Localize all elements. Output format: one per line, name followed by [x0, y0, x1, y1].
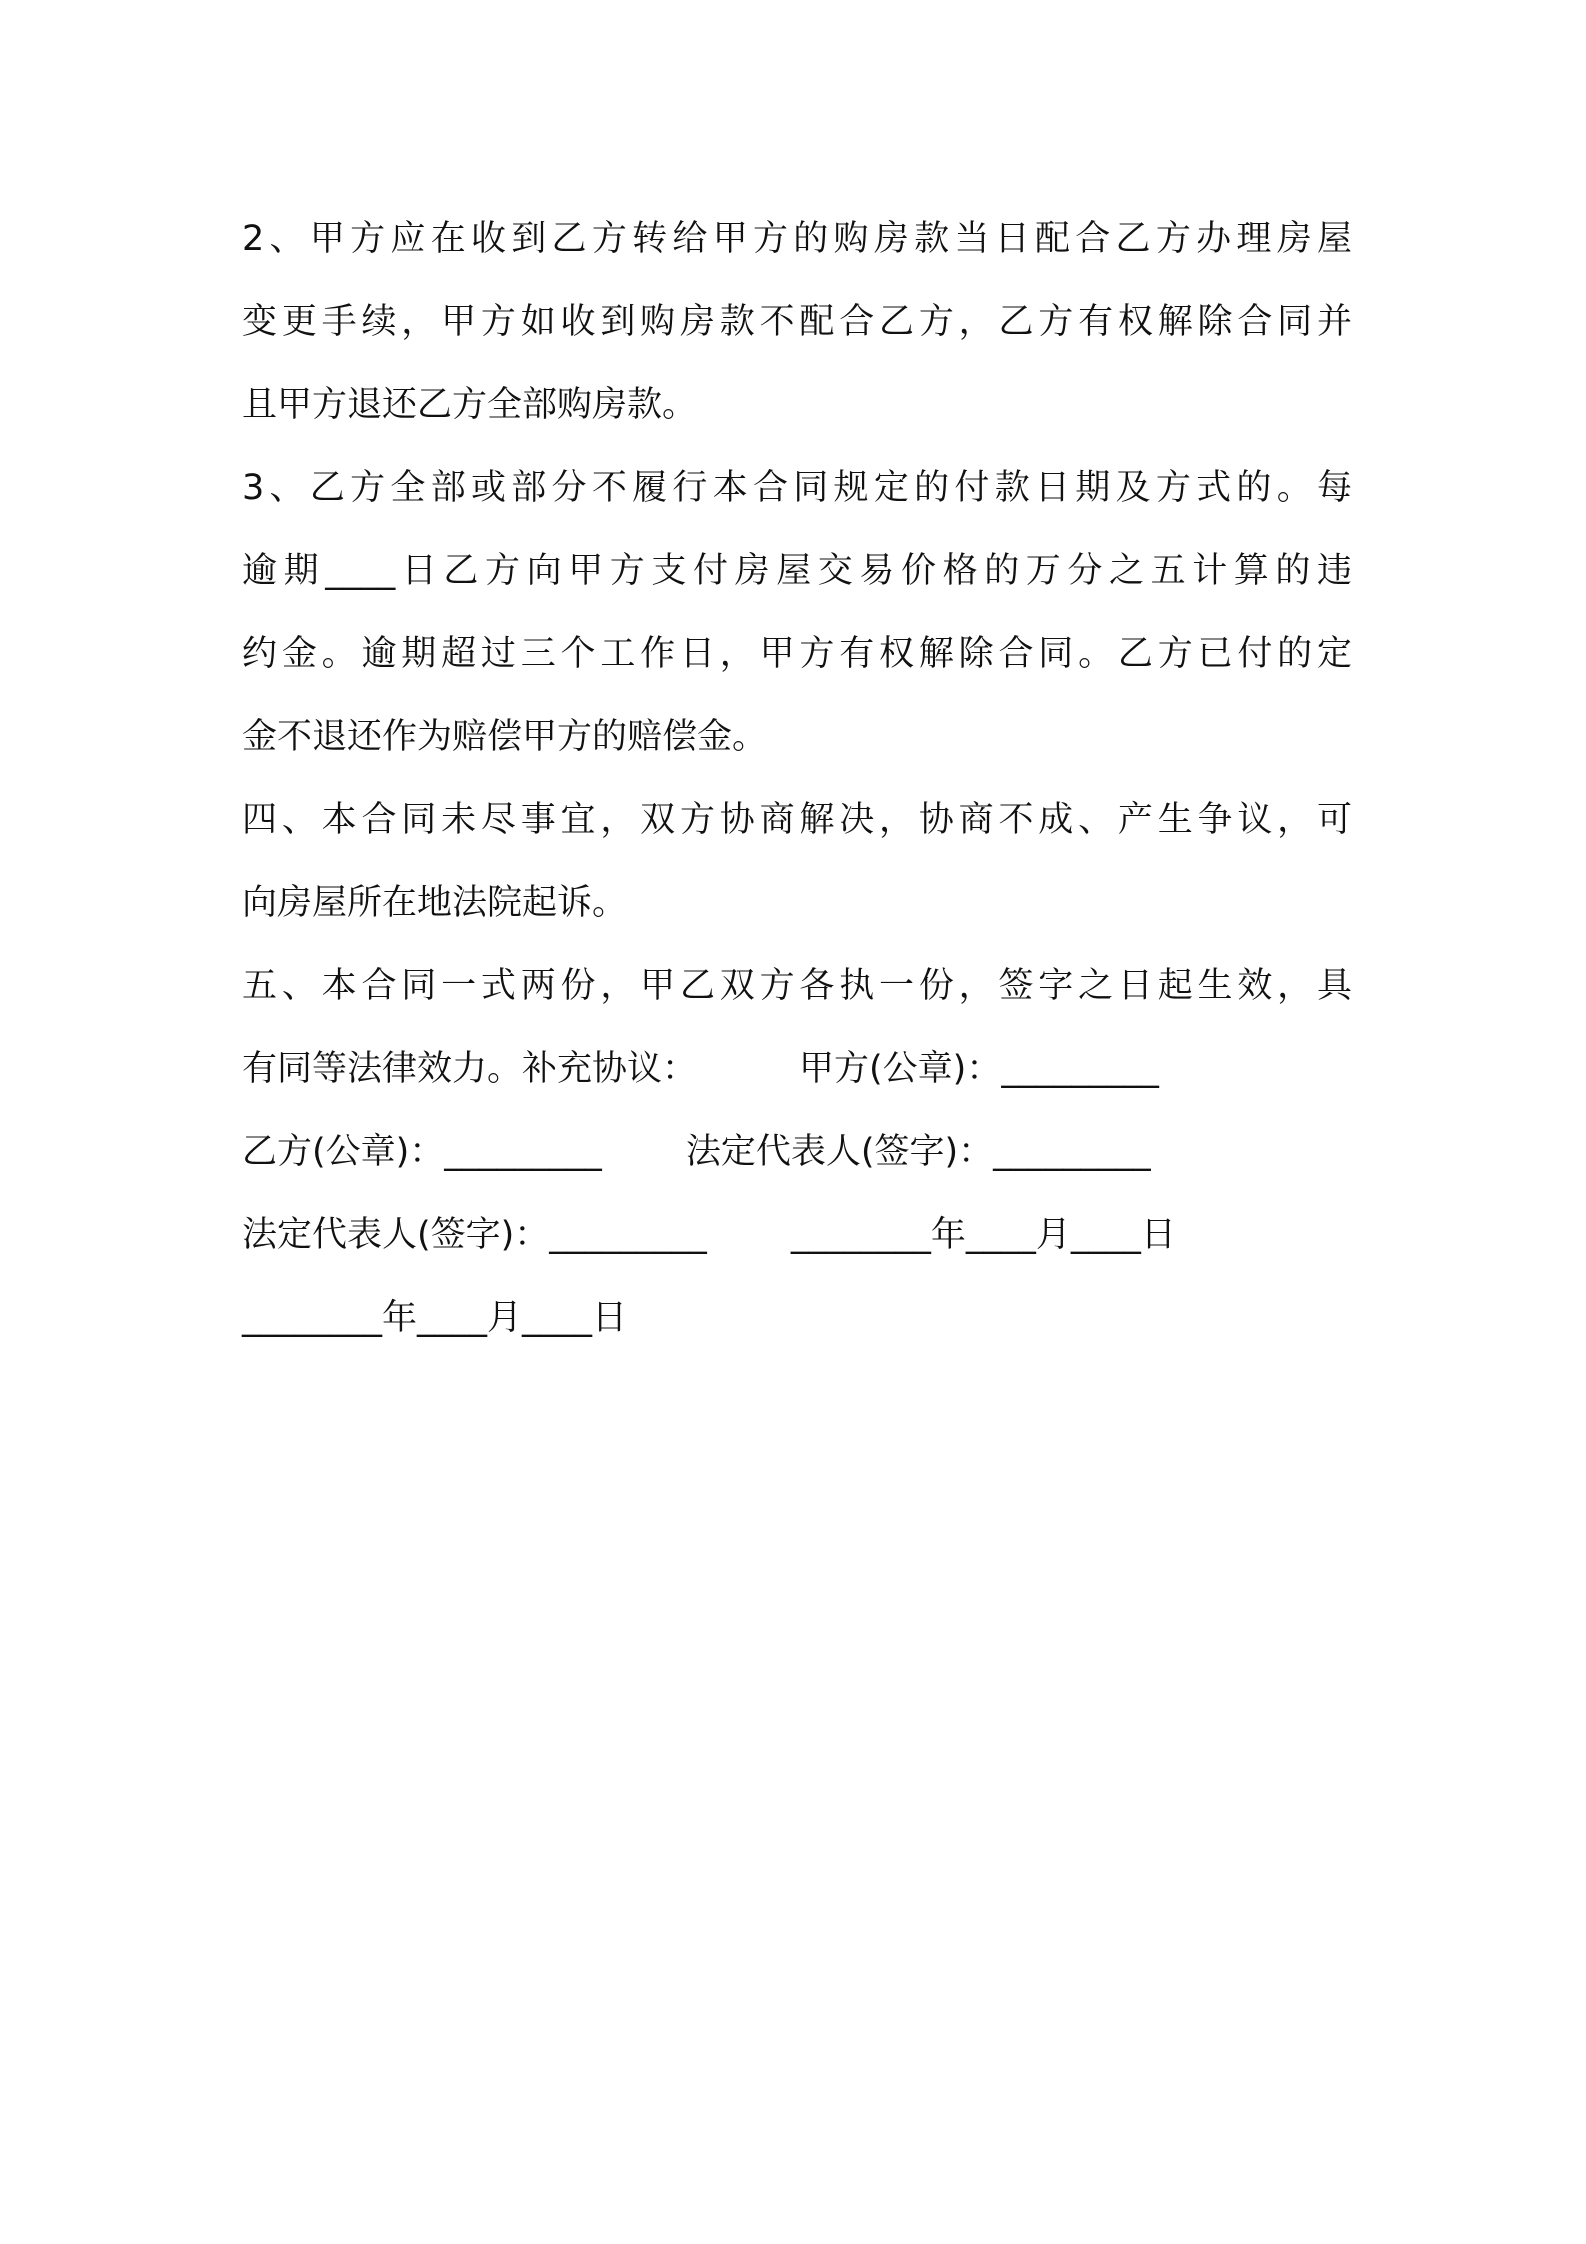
contract-body — [242, 198, 1352, 1360]
party-b-seal: 乙方(公章)：_________ — [242, 1132, 602, 1172]
signature-line-2 — [242, 1111, 1352, 1194]
clause-3-line-2: 逾期____日乙方向甲方支付房屋交易价格的万分之五计算的违 — [242, 551, 1352, 591]
clause-2-line-1: 2、甲方应在收到乙方转给甲方的购房款当日配合乙方办理房屋 — [242, 219, 1352, 259]
clause-2-line-2: 变更手续，甲方如收到购房款不配合乙方，乙方有权解除合同并 — [242, 302, 1352, 342]
party-b-date: ________年____月____日 — [242, 1298, 628, 1338]
party-b-rep: 法定代表人(签字)：_________ — [242, 1215, 707, 1255]
clause-4-line-1: 四、本合同未尽事宜，双方协商解决，协商不成、产生争议，可 — [242, 800, 1352, 840]
clause-3-line-4: 金不退还作为赔偿甲方的赔偿金。 — [242, 717, 768, 757]
clause-2-line-3: 且甲方退还乙方全部购房款。 — [242, 385, 698, 425]
party-a-rep: 法定代表人(签字)：_________ — [685, 1132, 1151, 1172]
signature-line-1 — [242, 1028, 1352, 1111]
party-a-seal: 甲方(公章)：_________ — [799, 1049, 1159, 1089]
party-a-date: ________年____月____日 — [790, 1215, 1176, 1255]
clause-5-line-1: 五、本合同一式两份，甲乙双方各执一份，签字之日起生效，具 — [242, 966, 1352, 1006]
signature-line-3 — [242, 1194, 1352, 1277]
clause-4-line-2: 向房屋所在地法院起诉。 — [242, 883, 628, 923]
clause-3-line-3: 约金。逾期超过三个工作日，甲方有权解除合同。乙方已付的定 — [242, 634, 1352, 674]
clause-3-line-1: 3、乙方全部或部分不履行本合同规定的付款日期及方式的。每 — [242, 468, 1352, 508]
signature-line-4 — [242, 1277, 1352, 1360]
clause-5-line-2: 有同等法律效力。补充协议： — [242, 1049, 698, 1089]
